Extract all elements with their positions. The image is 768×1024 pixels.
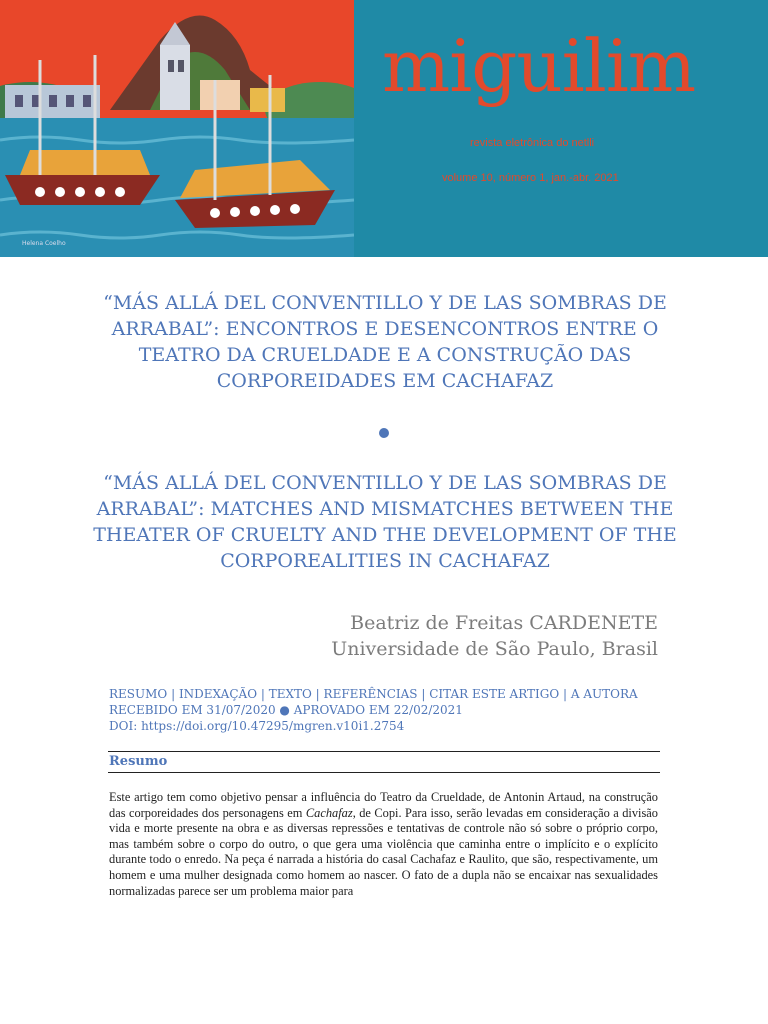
nav-link-citar[interactable]: CITAR ESTE ARTIGO bbox=[429, 687, 560, 701]
doi-link[interactable]: https://doi.org/10.47295/mgren.v10i1.2754 bbox=[141, 719, 405, 733]
author-name: Beatriz de Freitas CARDENETE bbox=[350, 612, 658, 634]
doi-line bbox=[109, 718, 669, 734]
submission-dates bbox=[109, 702, 669, 718]
article-title-portuguese: “MÁS ALLÁ DEL CONVENTILLO Y DE LAS SOMBRAS DE ARRABAL”: ENCONTROS E DESENCONTROS ENTRE O TEATRO DA CRUELDADE E A CONSTRUÇÃO DAS CORPOREIDADES EM CACHAFAZ bbox=[103, 292, 667, 392]
cover-painting bbox=[0, 0, 354, 257]
banner-title-panel bbox=[354, 0, 768, 257]
nav-link-resumo[interactable]: RESUMO bbox=[109, 687, 168, 701]
journal-banner bbox=[0, 0, 768, 257]
section-rule-top bbox=[108, 751, 660, 752]
abstract-part-2: , de Copi. Para isso, serão levadas em consideração a divisão vida e morte presente na obra e as diversas repressões e tentativas de controle não só sobre o próprio corpo, mas também sobre o corpo do outro, o que gera uma violência que caminha entre o implícito e o explícito durante todo o enredo. Na peça é narrada a história do casal Cachafaz e Raulito, que são, respectivamente, um homem e uma mulher designada como homem ao nascer. O fato de a dupla não se encaixar nas sexualidades normalizadas parece ser um problema maior para bbox=[109, 805, 658, 898]
painting-signature: Helena Coelho bbox=[22, 240, 66, 247]
doi-label: DOI: bbox=[109, 719, 142, 733]
nav-separator: | bbox=[311, 687, 324, 701]
received-date: RECEBIDO EM 31/07/2020 bbox=[109, 703, 276, 717]
section-rule-bottom bbox=[108, 772, 660, 773]
abstract-play-title: Cachafaz bbox=[305, 805, 353, 820]
nav-link-autora[interactable]: A AUTORA bbox=[570, 687, 638, 701]
journal-logo: miguilim bbox=[382, 24, 696, 108]
nav-separator: | bbox=[559, 687, 571, 701]
nav-separator: | bbox=[417, 687, 430, 701]
article-nav-links bbox=[109, 686, 669, 702]
nav-separator: | bbox=[167, 687, 179, 701]
journal-volume: volume 10, número 1, jan.-abr. 2021 bbox=[442, 172, 619, 184]
date-separator: ● bbox=[275, 703, 294, 717]
journal-subtitle: revista eletrônica do netlli bbox=[470, 137, 595, 149]
approved-date: APROVADO EM 22/02/2021 bbox=[293, 703, 463, 717]
author-institution: Universidade de São Paulo, Brasil bbox=[331, 638, 658, 660]
title-separator-dot bbox=[379, 428, 389, 438]
nav-link-texto[interactable]: TEXTO bbox=[268, 687, 312, 701]
abstract-heading: Resumo bbox=[109, 754, 168, 769]
abstract-part-1: Este artigo tem como objetivo pensar a influência do Teatro da Crueldade, de Antonin Artaud, na construção das corporeidades dos personagens em bbox=[109, 790, 658, 820]
nav-link-referencias[interactable]: REFERÊNCIAS bbox=[323, 687, 418, 701]
nav-link-indexacao[interactable]: INDEXAÇÃO bbox=[178, 687, 258, 701]
nav-separator: | bbox=[257, 687, 269, 701]
article-title-english: “MÁS ALLÁ DEL CONVENTILLO Y DE LAS SOMBRAS DE ARRABAL”: MATCHES AND MISMATCHES BETWEEN THE THEATER OF CRUELTY AND THE DEVELOPMENT OF THE CORPOREALITIES IN CACHAFAZ bbox=[93, 472, 677, 572]
abstract-text bbox=[109, 790, 658, 899]
